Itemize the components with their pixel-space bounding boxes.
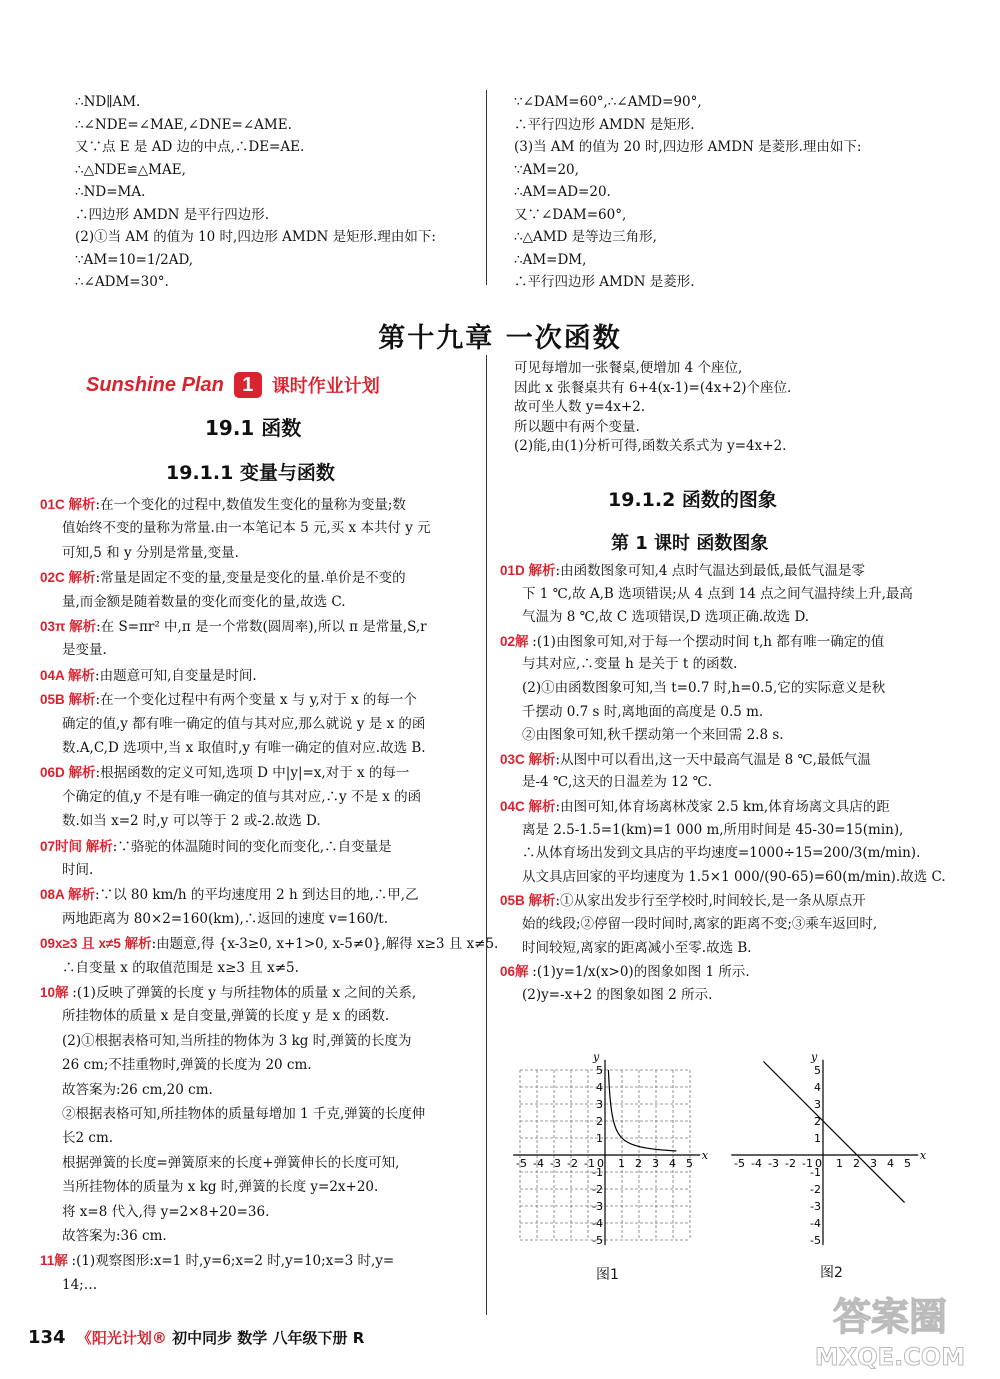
y-tick-label: -1 [592,1166,603,1179]
y-tick-label: 1 [814,1132,821,1145]
graph-figure-2 [728,1050,933,1265]
line-text: :(1)由图象可知,对于每一个摆动时间 t,h 都有唯一确定的值 [532,633,885,650]
line-text: 始的线段;②停留一段时间时,离家的距离不变;③乘车返回时, [522,916,878,932]
answer-line [40,693,417,708]
line-text: ∴从体育场出发到文具店的平均速度=1000÷15=200/3(m/min). [522,845,921,862]
answer-line [500,965,750,980]
line-text: 离是 2.5-1.5=1(km)=1 000 m,所用时间是 45-30=15(min), [522,821,904,838]
question-number: 08A [40,887,69,903]
y-tick-label: -2 [592,1183,603,1196]
line-text: 14;… [62,1276,98,1293]
line-text: (2)①由函数图象可知,当 t=0.7 时,h=0.5,它的实际意义是秋 [522,680,886,696]
text-line [522,585,913,602]
answer-line [40,1254,394,1269]
answer-line [500,753,871,768]
graph-figure-1 [505,1040,720,1270]
section-19-1-1: 19.1.1 变量与函数 [166,462,335,484]
x-tick-label: 1 [618,1157,625,1170]
answer-line [40,986,416,1001]
x-tick-label: -2 [785,1157,796,1170]
analysis-label: 解析 [68,570,96,586]
text-line [62,593,346,610]
x-tick-label: 2 [635,1157,642,1170]
x-tick-label: -3 [550,1157,561,1170]
plan-english: Sunshine Plan [86,373,224,396]
x-tick-label: 5 [904,1157,911,1170]
text-line [62,742,426,756]
line-text: 与其对应,∴变量 h 是关于 t 的函数. [522,656,738,673]
y-tick-label: -4 [592,1217,603,1230]
section-19-1: 19.1 函数 [205,416,302,440]
text-line: (2)能,由(1)分析可得,函数关系式为 y=4x+2. [514,438,787,455]
line-text: 个确定的值,y 不是有唯一确定的值与其对应,∴y 不是 x 的函 [62,788,422,805]
line-text: :常量是固定不变的量,变量是变化的量.单价是不变的 [95,570,406,587]
question-number: 09x≥3 且 x≠5 [40,936,125,952]
chapter-title: 第十九章 一次函数 [378,323,622,354]
y-tick-label: 5 [814,1064,821,1077]
text-line [522,918,877,932]
line-text: :在一个变化的过程中,数值发生变化的量称为变量;数 [95,497,406,513]
text-line [62,815,321,829]
text-line: 又∵点 E 是 AD 边的中点,∴DE=AE. [75,139,305,155]
line-text: 千摆动 0.7 s 时,离地面的高度是 0.5 m. [522,703,764,720]
text-line [62,1181,378,1195]
x-tick-label: 4 [669,1157,676,1170]
book-title: 初中同步 数学 八年级下册 R [172,1329,365,1347]
question-number: 10解 [40,985,73,1000]
line-text: :由函数图象可知,4 点时气温达到最低,最低气温是零 [555,563,866,579]
text-line [62,1132,113,1146]
lesson-title: 第 1 课时 函数图象 [611,533,769,554]
y-tick-label: 4 [596,1081,603,1094]
answer-line [40,571,406,586]
text-line: ∴四边形 AMDN 是平行四边形. [75,206,270,223]
text-line: (2)①当 AM 的值为 10 时,四边形 AMDN 是矩形.理由如下: [75,229,436,245]
line-y-neg-x-plus-2 [764,1062,905,1203]
line-text: :根据函数的定义可知,选项 D 中|y|=x,对于 x 的每一 [95,765,410,782]
analysis-label: 解析 [68,497,96,512]
x-axis-label: x [919,1149,927,1162]
page-footer [28,1327,364,1348]
text-line [62,910,389,927]
line-text: ②由图象可知,秋千摆动第一个来回需 2.8 s. [522,727,784,744]
question-number: 02解 [500,633,533,649]
x-tick-label: -1 [802,1157,813,1170]
text-line [522,658,737,672]
x-tick-label: 1 [836,1157,843,1170]
line-text: :在 S=πr² 中,π 是一个常数(圆周率),所以 π 是常量,S,r [96,619,427,635]
line-text: 将 x=8 代入,得 y=2×8+20=36. [62,1203,270,1220]
line-text: :(1)观察图形:x=1 时,y=6;x=2 时,y=10;x=3 时,y= [71,1253,395,1270]
x-tick-label: -5 [516,1157,527,1170]
question-number: 03C [500,751,529,767]
analysis-label: 解析 [68,765,96,781]
y-tick-label: 2 [596,1115,603,1128]
text-line [62,644,107,658]
answer-line [500,564,865,579]
x-tick-label: 5 [686,1157,693,1170]
x-tick-label: -3 [768,1157,779,1170]
line-text: 两地距离为 80×2=160(km),∴返回的速度 v=160/t. [62,910,389,927]
analysis-label: 解析 [528,563,556,578]
text-line [522,703,764,720]
answer-line [500,894,866,909]
y-tick-label: 2 [814,1115,821,1128]
line-text: 故答案为:26 cm,20 cm. [62,1081,213,1098]
sunshine-plan-banner [86,370,380,400]
text-line [522,729,784,743]
text-line: ∴△NDE≌△MAE, [75,161,186,178]
y-tick-label: -2 [810,1183,821,1196]
line-text: :(1)y=1/x(x>0)的图象如图 1 所示. [532,964,750,981]
y-tick-label: 5 [596,1064,603,1077]
analysis-label: 解析 [528,751,556,767]
text-line: 又∵∠DAM=60°, [514,206,627,223]
y-tick-label: -3 [592,1200,603,1213]
section-19-1-2: 19.1.2 函数的图象 [608,489,777,511]
text-line [62,959,299,976]
line-text: :∵以 80 km/h 的平均速度用 2 h 到达目的地,∴甲,乙 [95,887,419,904]
brand-name: 《阳光计划® [76,1329,167,1347]
question-number: 05B [500,893,529,909]
y-tick-label: -5 [592,1234,603,1247]
curve-y-1-over-x [608,1070,676,1151]
line-text: :(1)反映了弹簧的长度 y 与所挂物体的质量 x 之间的关系, [72,985,417,1001]
text-line: 因此 x 张餐桌共有 6+4(x-1)=(4x+2)个座位. [514,379,792,396]
line-text: 下 1 ℃,故 A,B 选项错误;从 4 点到 14 点之间气温持续上升,最高 [522,585,913,602]
x-tick-label: 3 [652,1157,659,1170]
text-line [62,1276,98,1293]
x-tick-label: 3 [870,1157,877,1170]
question-number: 07时间 [40,838,86,854]
text-line: 可见每增加一张餐桌,便增加 4 个座位, [514,360,743,376]
y-tick-label: -3 [810,1200,821,1213]
watermark-text-2: MXQE.COM [814,1343,966,1371]
line-text: 26 cm;不挂重物时,弹簧的长度为 20 cm. [62,1057,312,1074]
text-line: ∴∠ADM=30°. [75,274,169,290]
answer-line [40,498,406,513]
line-text: :在一个变化过程中有两个变量 x 与 y,对于 x 的每一个 [95,692,417,709]
analysis-label: 解析 [68,887,96,903]
text-line: ∴ND=MA. [75,184,146,200]
text-line: 所以题中有两个变量. [514,418,640,435]
line-text: :从图中可以看出,这一天中最高气温是 8 ℃,最低气温 [555,751,871,768]
answer-line [40,669,257,684]
analysis-label: 解析 [85,838,113,854]
question-number: 04C [500,799,529,814]
line-text: 从文具店回家的平均速度为 1.5×1 000/(90-65)=60(m/min).故选 C. [522,868,946,885]
question-number: 05B [40,692,69,708]
text-line [62,1081,213,1098]
question-number: 04A [40,667,69,683]
y-tick-label: -5 [810,1234,821,1247]
question-number: 03π [40,619,70,634]
question-number: 06解 [500,964,533,980]
text-line [62,544,239,561]
text-line [522,776,712,790]
main-column-divider [486,355,487,1315]
text-line [522,868,946,885]
analysis-label: 解析 [528,799,556,814]
text-line: 故可坐人数 y=4x+2. [514,399,646,416]
line-text: ②根据表格可知,所挂物体的质量每增加 1 千克,弹簧的长度伸 [62,1106,426,1122]
line-text: :由题意可知,自变量是时间. [95,667,257,684]
watermark-logo [790,1285,990,1375]
top-column-divider [486,90,487,285]
question-number: 01D [500,563,529,578]
answer-line [40,766,409,781]
y-tick-label: -1 [810,1166,821,1179]
analysis-label: 解析 [68,692,96,708]
text-line [62,522,431,536]
text-line: ∴AM=DM, [514,251,587,268]
analysis-label: 解析 [68,667,96,683]
line-text: (2)y=-x+2 的图象如图 2 所示. [522,986,713,1003]
page-number: 134 [28,1327,66,1348]
x-tick-label: -1 [584,1157,595,1170]
line-text: 是-4 ℃,这天的日温差为 12 ℃. [522,774,712,791]
answer-line [500,635,884,650]
text-line: ∵AM=10=1/2AD, [75,251,194,268]
y-tick-label: -4 [810,1217,821,1230]
text-line: (3)当 AM 的值为 20 时,四边形 AMDN 是菱形.理由如下: [514,139,862,155]
text-line [522,611,809,625]
answer-line [500,800,890,815]
text-line [62,1010,389,1024]
line-text: 可知,5 和 y 分别是常量,变量. [62,544,239,561]
y-tick-label: 1 [596,1132,603,1145]
question-number: 02C [40,570,69,586]
line-text: 故答案为:36 cm. [62,1228,167,1244]
text-line: ∴∠NDE=∠MAE,∠DNE=∠AME. [75,116,292,133]
answer-line [40,840,392,855]
text-line [62,1108,425,1122]
question-number: 11解 [40,1253,72,1269]
text-line [62,1059,312,1073]
line-text: 确定的值,y 都有唯一确定的值与其对应,那么就说 y 是 x 的函 [62,715,426,732]
text-line: ∴平行四边形 AMDN 是菱形. [514,274,695,290]
question-number: 06D [40,765,69,781]
text-line: ∴AM=AD=20. [514,184,611,200]
line-text: ∴自变量 x 的取值范围是 x≥3 且 x≠5. [62,959,299,976]
text-line [62,1032,412,1049]
line-text: (2)①根据表格可知,当所挂的物体为 3 kg 时,弹簧的长度为 [62,1032,412,1049]
x-tick-label: 0 [815,1157,822,1170]
line-text: :由题意,得 {x-3≥0, x+1>0, x-5≠0},解得 x≥3 且 x≠5. [151,936,499,953]
x-tick-label: 4 [887,1157,894,1170]
line-text: :∵骆驼的体温随时间的变化而变化,∴自变量是 [112,838,392,855]
line-text: 数.A,C,D 选项中,当 x 取值时,y 有唯一确定的值对应.故选 B. [62,740,426,756]
plan-badge: 1 [234,372,262,398]
answer-line [40,620,427,635]
text-line [522,682,885,696]
text-line [62,788,422,805]
x-tick-label: 0 [597,1157,604,1170]
x-tick-label: 2 [853,1157,860,1170]
text-line [522,821,904,838]
graph2-caption: 图2 [820,1265,843,1281]
line-text: 时间较短,离家的距离减小至零.故选 B. [522,939,752,956]
line-text: 气温为 8 ℃,故 C 选项错误,D 选项正确.故选 D. [522,609,810,626]
x-tick-label: -2 [567,1157,578,1170]
text-line [522,986,713,1003]
answer-line [40,937,498,952]
analysis-label: 解析 [69,619,97,634]
answer-line [40,888,419,903]
x-axis-label: x [701,1149,709,1162]
text-line: ∴ND∥AM. [75,94,141,110]
y-tick-label: 4 [814,1081,821,1094]
text-line: ∴△AMD 是等边三角形, [514,229,657,245]
plan-chinese: 课时作业计划 [271,376,380,397]
y-axis-label: y [811,1050,818,1064]
line-text: 长2 cm. [62,1130,114,1147]
text-line [62,1230,167,1244]
line-text: 当所挂物体的质量为 x kg 时,弹簧的长度 y=2x+20. [62,1179,379,1196]
text-line: ∵∠DAM=60°,∴∠AMD=90°, [514,94,702,110]
y-tick-label: 3 [814,1098,821,1111]
y-axis-label: y [593,1050,600,1064]
question-number: 01C [40,497,69,512]
text-line [522,939,752,956]
y-tick-label: 3 [596,1098,603,1111]
graph1-caption: 图1 [596,1267,619,1283]
x-tick-label: -4 [533,1157,544,1170]
line-text: 量,而金额是随着数量的变化而变化的量,故选 C. [62,593,346,610]
text-line [62,1154,400,1171]
text-line [62,715,426,732]
line-text: 时间. [62,862,94,878]
analysis-label: 解析 [124,936,152,952]
line-text: :由图可知,体育场离林茂家 2.5 km,体育场离文具店的距 [555,799,890,815]
line-text: 是变量. [62,642,107,659]
text-line [62,864,93,878]
text-line: ∴平行四边形 AMDN 是矩形. [514,116,695,133]
line-text: 根据弹簧的长度=弹簧原来的长度+弹簧伸长的长度可知, [62,1154,400,1171]
text-line [62,1203,270,1220]
line-text: :①从家出发步行至学校时,时间较长,是一条从原点开 [555,893,866,910]
x-tick-label: -5 [734,1157,745,1170]
text-line: ∵AM=20, [514,161,579,178]
line-text: 所挂物体的质量 x 是自变量,弹簧的长度 y 是 x 的函数. [62,1008,390,1025]
watermark-text-1: 答案圈 [832,1295,948,1339]
text-line [522,847,920,861]
analysis-label: 解析 [528,893,556,909]
line-text: 值始终不变的量称为常量.由一本笔记本 5 元,买 x 本共付 y 元 [62,520,431,537]
line-text: 数.如当 x=2 时,y 可以等于 2 或-2.故选 D. [62,813,321,830]
x-tick-label: -4 [751,1157,762,1170]
